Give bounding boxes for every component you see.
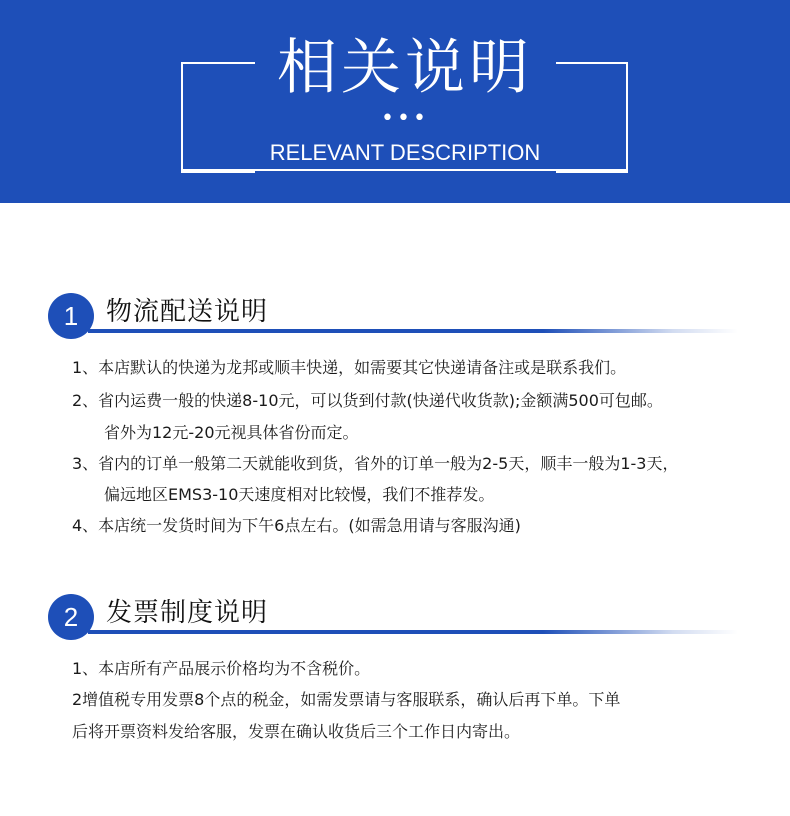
section-header-logistics (48, 293, 738, 341)
body-line: 2增值税专用发票8个点的税金，如需发票请与客服联系，确认后再下单。下单 (72, 690, 621, 709)
header-banner (0, 0, 790, 203)
body-line: 3、省内的订单一般第二天就能收到货，省外的订单一般为2-5天，顺丰一般为1-3天， (72, 454, 679, 473)
section-number-badge: 2 (48, 594, 94, 640)
section-underline (88, 630, 738, 634)
banner-title: 相关说明 (277, 33, 533, 103)
body-line: 1、本店所有产品展示价格均为不含税价。 (72, 659, 371, 678)
body-line: 4、本店统一发货时间为下午6点左右。(如需急用请与客服沟通) (72, 516, 521, 535)
body-line: 2、省内运费一般的快递8-10元，可以货到付款(快递代收货款);金额满500可包邮。 (72, 391, 663, 410)
section-number-badge: 1 (48, 293, 94, 339)
banner-subtitle: RELEVANT DESCRIPTION (269, 140, 541, 165)
frame-bottom-line (181, 169, 628, 171)
section-title: 物流配送说明 (106, 297, 269, 327)
body-line: 1、本店默认的快递为龙邦或顺丰快递，如需要其它快递请备注或是联系我们。 (72, 358, 627, 377)
body-line: 偏远地区EMS3-10天速度相对比较慢，我们不推荐发。 (104, 485, 495, 504)
body-line: 省外为12元-20元视具体省份而定。 (104, 423, 359, 442)
body-line: 后将开票资料发给客服，发票在确认收货后三个工作日内寄出。 (72, 722, 521, 741)
section-header-invoice (48, 594, 738, 642)
section-underline (88, 329, 738, 333)
section-title: 发票制度说明 (106, 598, 269, 628)
banner-dots: ••• (381, 106, 429, 131)
